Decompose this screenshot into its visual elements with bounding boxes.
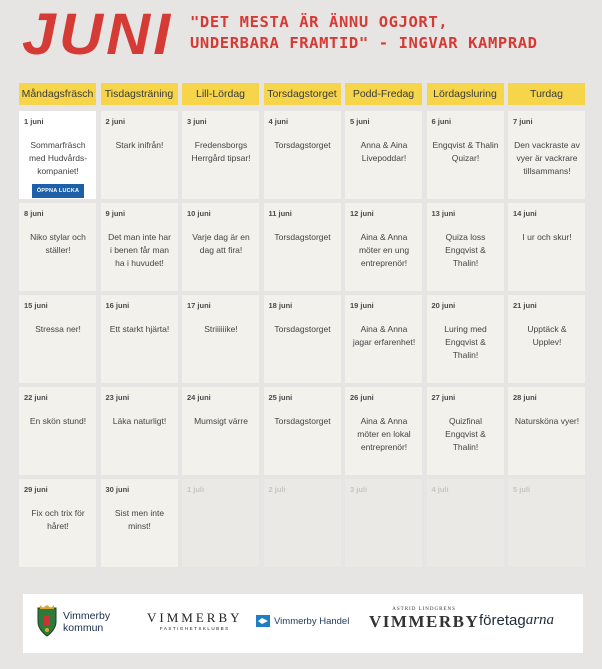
calendar-day-5[interactable] <box>345 111 422 199</box>
foretagarna-logo[interactable] <box>479 612 554 629</box>
day-date: 2 juni <box>105 117 126 126</box>
day-date: 16 juni <box>105 301 130 310</box>
quote-line-1: "DET MESTA ÄR ÄNNU OGJORT, <box>190 13 449 31</box>
day-date: 29 juni <box>24 485 48 494</box>
day-date: 24 juni <box>187 393 211 402</box>
month-title: JUNI <box>22 2 174 67</box>
day-text: Aina & Anna möter en ung entreprenör! <box>358 232 410 268</box>
day-text: Sommarfräsch med Hudvårds-kompaniet! <box>28 140 88 176</box>
day-date: 19 juni <box>350 301 374 310</box>
day-date: 5 juli <box>513 485 531 494</box>
day-text: Luring med Engqvist & Thalin! <box>444 324 487 360</box>
day-text: Engqvist & Thalin Quizar! <box>432 140 499 163</box>
day-text: Quiza loss Engqvist & Thalin! <box>445 232 486 268</box>
day-date: 10 juni <box>187 209 211 218</box>
calendar-day-4[interactable] <box>264 111 341 199</box>
calendar-day-16[interactable] <box>101 295 178 383</box>
day-date: 12 juni <box>350 209 374 218</box>
day-text: Aina & Anna jagar erfarenhet! <box>352 324 416 347</box>
day-text: Aina & Anna möter en lokal entreprenör! <box>357 416 411 452</box>
weekday-header: Lördagsluring <box>427 83 504 105</box>
foretag-text: företag <box>479 612 526 629</box>
calendar-day-24[interactable] <box>182 387 259 475</box>
calendar-day-26[interactable] <box>345 387 422 475</box>
weekday-header-row <box>19 83 585 105</box>
calendar-day-17[interactable] <box>182 295 259 383</box>
fastighetsklubb-logo[interactable] <box>147 610 243 631</box>
weekday-header: Måndagsfräsch <box>19 83 96 105</box>
day-text: Fix och trix för håret! <box>31 508 85 531</box>
day-date: 3 juli <box>350 485 368 494</box>
calendar-day-jul-1 <box>182 479 259 567</box>
day-text: Natursköna vyer! <box>514 416 580 426</box>
calendar-day-1[interactable] <box>19 111 96 199</box>
calendar-day-25[interactable] <box>264 387 341 475</box>
kommun-name <box>63 610 110 634</box>
day-date: 4 juni <box>268 117 289 126</box>
calendar-day-13[interactable] <box>427 203 504 291</box>
day-text: Torsdagstorget <box>274 140 331 150</box>
day-date: 18 juni <box>268 301 293 310</box>
calendar-day-12[interactable] <box>345 203 422 291</box>
calendar-day-18[interactable] <box>264 295 341 383</box>
day-text: Mumsigt värre <box>194 416 248 426</box>
coat-of-arms-icon <box>35 604 59 640</box>
day-text: I ur och skur! <box>522 232 572 242</box>
day-date: 11 juni <box>268 209 292 218</box>
calendar-day-15[interactable] <box>19 295 96 383</box>
sponsor-bar <box>23 594 583 653</box>
calendar-grid <box>19 111 585 567</box>
day-text: Sist men inte minst! <box>114 508 165 531</box>
day-date: 25 juni <box>268 393 293 402</box>
day-date: 3 juni <box>187 117 207 126</box>
quote-line-2: UNDERBARA FRAMTID" - INGVAR KAMPRAD <box>190 34 538 52</box>
day-date: 22 juni <box>24 393 48 402</box>
calendar-day-jul-4 <box>427 479 504 567</box>
weekday-header: Podd-Fredag <box>345 83 422 105</box>
vimmerby-handel-logo[interactable] <box>256 614 349 628</box>
day-text: Niko stylar och ställer! <box>30 232 86 255</box>
day-text: Varje dag är en dag att fira! <box>192 232 250 255</box>
calendar-day-11[interactable] <box>264 203 341 291</box>
header-quote <box>190 12 590 54</box>
day-date: 4 juli <box>431 485 449 494</box>
calendar-day-28[interactable] <box>508 387 585 475</box>
day-date: 23 juni <box>105 393 130 402</box>
kommun-line-2: kommun <box>63 622 104 634</box>
calendar-day-jul-2 <box>264 479 341 567</box>
day-text: Upptäck & Upplev! <box>527 324 567 347</box>
day-date: 1 juni <box>24 117 44 126</box>
astrid-big-text: VIMMERBY <box>369 612 480 631</box>
calendar-day-20[interactable] <box>427 295 504 383</box>
day-date: 28 juni <box>513 393 537 402</box>
day-text: Den vackraste av vyer är vackrare tillsammans! <box>514 140 580 176</box>
weekday-header: Turdag <box>508 83 585 105</box>
calendar-day-21[interactable] <box>508 295 585 383</box>
day-date: 5 juni <box>350 117 370 126</box>
day-text: Stark inifrån! <box>115 140 164 150</box>
day-date: 15 juni <box>24 301 48 310</box>
day-text: Läka naturligt! <box>112 416 167 426</box>
calendar-day-6[interactable] <box>427 111 504 199</box>
calendar-day-19[interactable] <box>345 295 422 383</box>
handel-name: Vimmerby Handel <box>274 615 350 627</box>
astrid-small-text: ASTRID LINDGRENS <box>392 607 456 612</box>
calendar-day-30[interactable] <box>101 479 178 567</box>
open-door-button[interactable]: ÖPPNA LUCKA <box>32 184 84 198</box>
day-date: 7 juni <box>513 117 533 126</box>
day-text: Anna & Aina Livepoddar! <box>360 140 408 163</box>
day-text: Quizfinal Engqvist & Thalin! <box>445 416 486 452</box>
day-date: 30 juni <box>105 485 130 494</box>
day-date: 1 juli <box>187 485 205 494</box>
day-text: Torsdagstorget <box>274 324 331 334</box>
calendar-day-22[interactable] <box>19 387 96 475</box>
day-text: Ett starkt hjärta! <box>109 324 170 334</box>
day-date: 20 juni <box>431 301 456 310</box>
weekday-header: Torsdagstorget <box>264 83 341 105</box>
day-date: 2 juli <box>268 485 286 494</box>
calendar-day-23[interactable] <box>101 387 178 475</box>
kommun-line-1: Vimmerby <box>63 610 111 622</box>
calendar-day-29[interactable] <box>19 479 96 567</box>
weekday-header: Lill-Lördag <box>182 83 259 105</box>
calendar-day-jul-3 <box>345 479 422 567</box>
day-date: 27 juni <box>431 393 456 402</box>
calendar-day-2[interactable] <box>101 111 178 199</box>
calendar-day-8[interactable] <box>19 203 96 291</box>
calendar-day-3[interactable] <box>182 111 259 199</box>
calendar-day-9[interactable] <box>101 203 178 291</box>
day-text: Fredensborgs Herrgård tipsar! <box>191 140 251 163</box>
fastighet-sub-text: FASTIGHETSKLUBBS <box>159 626 230 631</box>
vimmerby-kommun-logo[interactable] <box>35 604 110 640</box>
calendar-day-14[interactable] <box>508 203 585 291</box>
day-text: Striiiiiike! <box>204 324 238 334</box>
calendar-day-10[interactable] <box>182 203 259 291</box>
handel-icon <box>256 614 270 628</box>
calendar-day-7[interactable] <box>508 111 585 199</box>
calendar-day-jul-5 <box>508 479 585 567</box>
day-date: 17 juni <box>187 301 211 310</box>
fastighet-main-text: VIMMERBY <box>147 610 243 625</box>
day-text: En skön stund! <box>29 416 87 426</box>
day-date: 26 juni <box>350 393 374 402</box>
day-date: 21 juni <box>513 301 537 310</box>
weekday-header: Tisdagsträning <box>101 83 178 105</box>
calendar-day-27[interactable] <box>427 387 504 475</box>
day-date: 9 juni <box>105 209 126 218</box>
day-text: Stressa ner! <box>35 324 81 334</box>
day-date: 13 juni <box>431 209 456 218</box>
astrid-lindgrens-vimmerby-logo[interactable] <box>369 607 479 632</box>
arna-text: arna <box>525 612 555 628</box>
day-text: Torsdagstorget <box>274 416 331 426</box>
day-date: 8 juni <box>24 209 44 218</box>
day-date: 14 juni <box>513 209 537 218</box>
day-text: Det man inte har i benen får man ha i huvudet! <box>108 232 171 268</box>
day-date: 6 juni <box>431 117 452 126</box>
day-text: Torsdagstorget <box>274 232 331 242</box>
